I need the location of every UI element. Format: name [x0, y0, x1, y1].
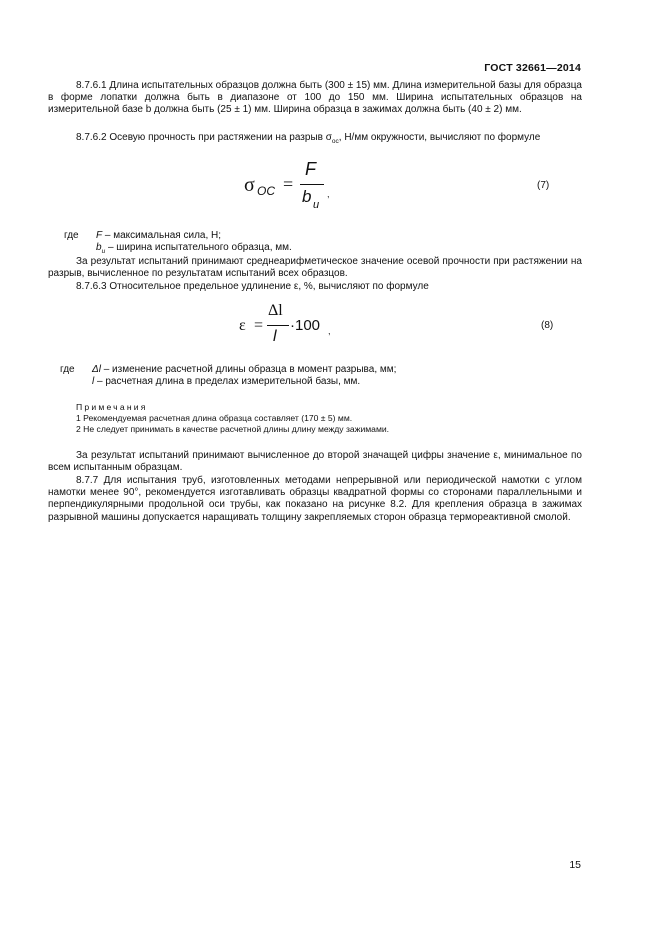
- formula-7-fraction-bar: [300, 184, 324, 185]
- formula-8-number: (8): [541, 320, 554, 331]
- formula-8-denominator: l: [273, 328, 277, 345]
- formula-8-epsilon: ε: [239, 317, 246, 334]
- formula-8-multiplier: ·100: [290, 317, 321, 334]
- notes-title: Примечания: [76, 402, 148, 412]
- formula-8-numerator: Δl: [268, 302, 283, 319]
- formula-7-denominator-subscript: и: [313, 199, 320, 211]
- formula-7-number: (7): [537, 180, 550, 191]
- formula-8-fraction-bar: [267, 325, 289, 326]
- formula-7-sigma-subscript: ОС: [257, 184, 275, 198]
- paragraph-8-7-6-2-text-end: , Н/мм окружности, вычисляют по формуле: [338, 132, 541, 143]
- formula-7-comma: ,: [327, 189, 330, 199]
- formula-8: [0, 302, 661, 356]
- formula-7-equals: =: [283, 174, 294, 194]
- formula-8-comma: ,: [328, 326, 331, 336]
- where-7-symbol-f: F: [96, 230, 103, 241]
- formula-7-denominator: b: [302, 187, 312, 206]
- where-7-symbol-b: b: [96, 242, 102, 253]
- paragraph-result-7: За результат испытаний принимают среднеарифметическое значение осевой прочности при растяжении на разрыв, вычисленное по результатам испытаний всех образцов.: [48, 256, 582, 280]
- formula-8-equals: =: [254, 317, 264, 334]
- where-7-text-f: – максимальная сила, Н;: [102, 230, 222, 241]
- paragraph-8-7-7: 8.7.7 Для испытания труб, изготовленных методами непрерывной или периодической намотки с углом намотки менее 90°, рекомендуется изготавливать образцы квадратной формы со сторонами параллельными и перпендикулярными продольной оси трубы, как показано на рисунке 8.2. Для крепления образца в зажимах разрывной машины допускается наращивать толщину закрепляемых сторон образца термореактивной смолой.: [48, 475, 582, 523]
- where-8-word: где: [60, 364, 75, 375]
- where-8-symbol-delta-l: Δl: [92, 364, 101, 375]
- paragraph-8-7-6-3: 8.7.6.3 Относительное предельное удлинение ε, %, вычисляют по формуле: [76, 281, 429, 292]
- where-8-symbol-l: l: [92, 376, 95, 387]
- where-7-item-f: [96, 230, 221, 242]
- paragraph-8-7-6-1: 8.7.6.1 Длина испытательных образцов должна быть (300 ± 15) мм. Длина измерительной базы для образца в форме лопатки должна быть в диапазоне от 100 до 150 мм. Ширина испытательных образцов на измерительной базе b должна быть (25 ± 1) мм. Ширина образца в зажимах должна быть (40 ± 2) мм.: [48, 80, 582, 116]
- where-8-text-delta-l: – изменение расчетной длины образца в момент разрыва, мм;: [100, 364, 397, 375]
- where-7-word: где: [64, 230, 79, 241]
- note-item: 2 Не следует принимать в качестве расчетной длины длину между зажимами.: [76, 424, 390, 434]
- notes-block: [76, 402, 389, 435]
- paragraph-result-8: За результат испытаний принимают вычисленное до второй значащей цифры значение ε, минимальное по всем испытанным образцам.: [48, 450, 582, 474]
- note-item: 1 Рекомендуемая расчетная длина образца составляет (170 ± 5) мм.: [76, 413, 353, 423]
- where-8-item-delta-l: [92, 364, 396, 376]
- formula-7: [0, 157, 661, 217]
- sigma-subscript: ос: [331, 138, 339, 145]
- formula-7-numerator: F: [305, 159, 316, 179]
- where-8-text-l: – расчетная длина в пределах измерительной базы, мм.: [94, 376, 361, 387]
- page-number: 15: [569, 859, 581, 871]
- paragraph-8-7-6-2-text-start: 8.7.6.2 Осевую прочность при растяжении на разрыв σ: [76, 132, 332, 143]
- paragraph-8-7-6-2: [48, 132, 582, 148]
- standard-header: ГОСТ 32661—2014: [484, 62, 581, 74]
- where-7-text-b: – ширина испытательного образца, мм.: [105, 242, 292, 253]
- where-8-item-l: [92, 376, 360, 388]
- formula-7-sigma: σ: [244, 174, 255, 196]
- where-7-symbol-b-subscript: и: [101, 248, 106, 255]
